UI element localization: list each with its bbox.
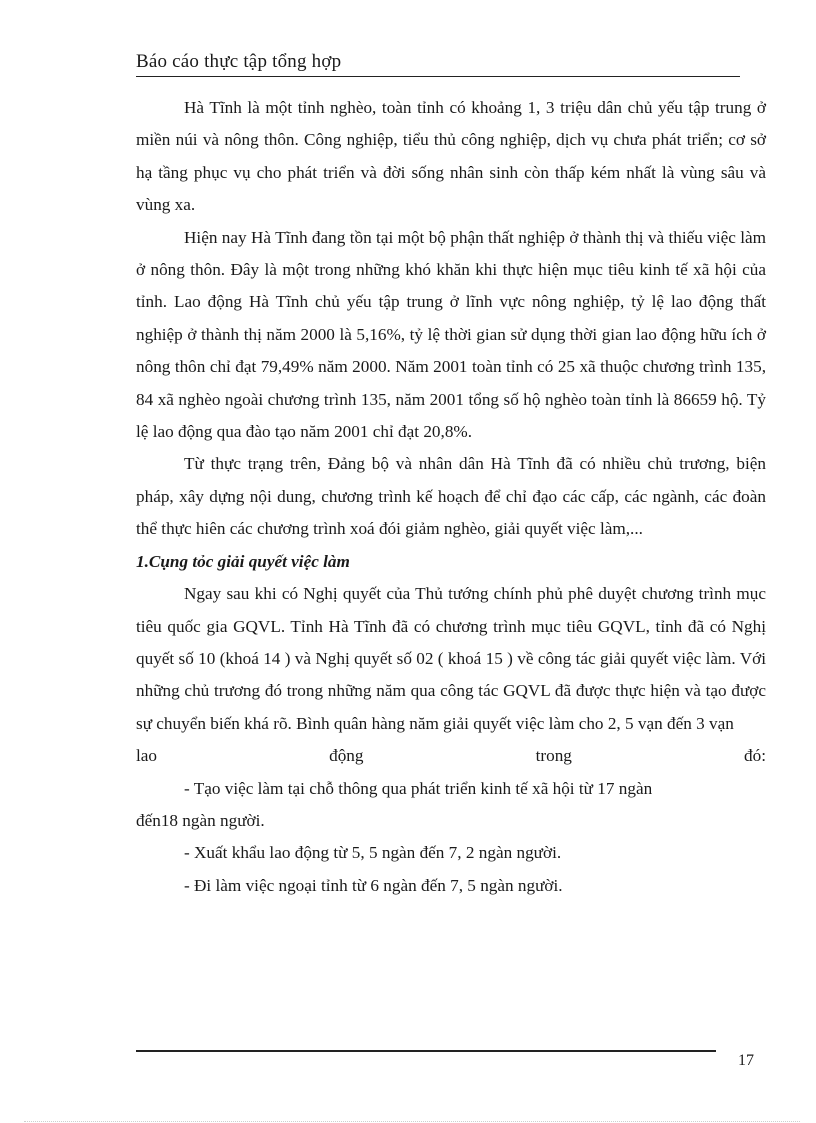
paragraph-4: Ngay sau khi có Nghị quyết của Thủ tướng chính phủ phê duyệt chương trình mục tiêu quốc gia GQVL. Tỉnh Hà Tĩnh đã có chương trình mục tiêu GQVL, tỉnh đã có Nghị quyết số 10 (khoá 14 ) và Nghị quyết số 02 ( khoá 15 ) về công tác giải quyết việc làm. Với những chủ trương đó trong những năm qua công tác GQVL đã được thực hiện và tạo được sự chuyển biến khá rõ. Bình quân hàng năm giải quyết việc làm cho 2, 5 vạn đến 3 vạn	[136, 584, 766, 733]
bullet-item: - Xuất khẩu lao động từ 5, 5 ngàn đến 7, 2 ngàn người.	[184, 843, 562, 863]
footer-rule	[136, 1050, 716, 1052]
header-title: Báo cáo thực tập tổng hợp	[136, 51, 342, 72]
bullet-item: - Tạo việc làm tại chỗ thông qua phát triển kinh tế xã hội từ 17 ngàn	[184, 778, 653, 798]
section-heading: 1.Cụng tỏc giải quyết việc làm	[136, 551, 350, 571]
bullet-item: - Đi làm việc ngoại tỉnh từ 6 ngàn đến 7, 5 ngàn người.	[184, 875, 563, 895]
paragraph-4-last-line: lao động trong đó:	[136, 746, 766, 766]
bullet-item-continuation: đến18 ngàn người.	[136, 810, 265, 830]
page-header	[136, 50, 740, 77]
page-edge-divider	[24, 1121, 800, 1122]
page-number: 17	[738, 1052, 754, 1069]
document-body	[136, 92, 766, 902]
paragraph-2: Hiện nay Hà Tĩnh đang tồn tại một bộ phận thất nghiệp ở thành thị và thiếu việc làm ở nông thôn. Đây là một trong những khó khăn khi thực hiện mục tiêu kinh tế xã hội của tỉnh. Lao động Hà Tĩnh chủ yếu tập trung ở lĩnh vực nông nghiệp, tỷ lệ lao động thất nghiệp ở thành thị năm 2000 là 5,16%, tỷ lệ thời gian sử dụng thời gian lao động hữu ích ở nông thôn chỉ đạt 79,49% năm 2000. Năm 2001 toàn tỉnh có 25 xã thuộc chương trình 135, 84 xã nghèo ngoài chương trình 135, năm 2001 tổng số hộ nghèo toàn tỉnh là 86659 hộ. Tỷ lệ lao động qua đào tạo năm 2001 chỉ đạt 20,8%.	[136, 227, 766, 442]
paragraph-3: Từ thực trạng trên, Đảng bộ và nhân dân Hà Tĩnh đã có nhiều chủ trương, biện pháp, xây dựng nội dung, chương trình kế hoạch để chỉ đạo các cấp, các ngành, các đoàn thể thực hiên các chương trình xoá đói giảm nghèo, giải quyết việc làm,...	[136, 454, 766, 539]
paragraph-1: Hà Tĩnh là một tỉnh nghèo, toàn tỉnh có khoảng 1, 3 triệu dân chủ yếu tập trung ở miền núi và nông thôn. Công nghiệp, tiểu thủ công nghiệp, dịch vụ chưa phát triển; cơ sở hạ tầng phục vụ cho phát triển và đời sống nhân sinh còn thấp kém nhất là vùng sâu và vùng xa.	[136, 98, 766, 215]
